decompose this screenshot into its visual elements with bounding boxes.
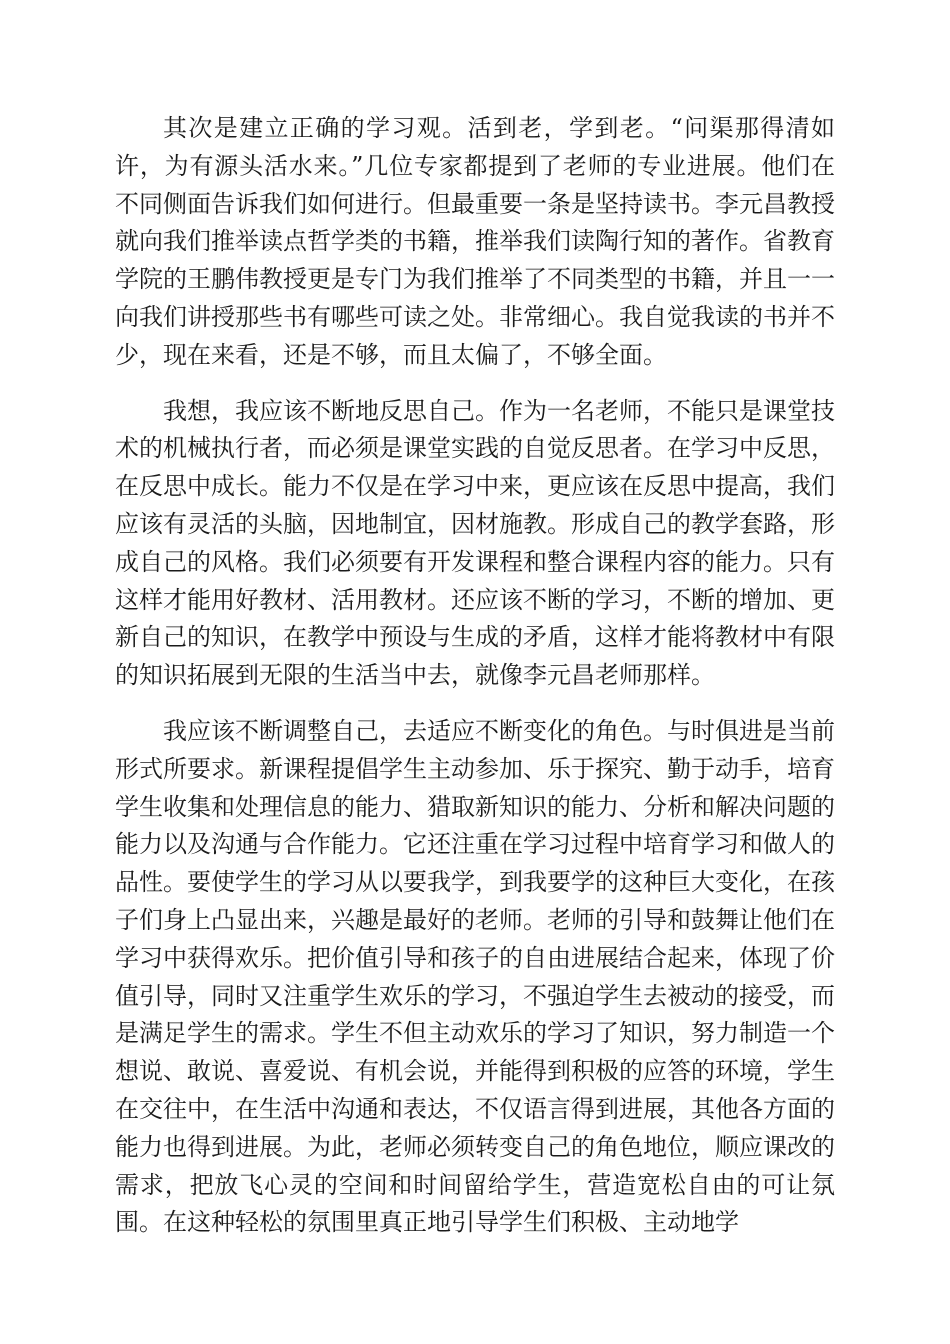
paragraph-self-reflection: 我想，我应该不断地反思自己。作为一名老师，不能只是课堂技术的机械执行者，而必须是课堂实践的自觉反思者。在学习中反思，在反思中成长。能力不仅是在学习中来，更应该在反思中提高，我们应该有灵活的头脑，因地制宜，因材施教。形成自己的教学套路，形成自己的风格。我们必须要有开发课程和整合课程内容的能力。只有这样才能用好教材、活用教材。还应该不断的学习，不断的增加、更新自己的知识，在教学中预设与生成的矛盾，这样才能将教材中有限的知识拓展到无限的生活当中去，就像李元昌老师那样。 — [115, 396, 835, 690]
paragraph-study-view: 其次是建立正确的学习观。活到老，学到老。“问渠那得清如许，为有源头活水来。”几位专家都提到了老师的专业进展。他们在不同侧面告诉我们如何进行。但最重要一条是坚持读书。李元昌教授就向我们推举读点哲学类的书籍，推举我们读陶行知的著作。省教育学院的王鹏伟教授更是专门为我们推举了不同类型的书籍，并且一一向我们讲授那些书有哪些可读之处。非常细心。我自觉我读的书并不少，现在来看，还是不够，而且太偏了，不够全面。 — [115, 114, 835, 369]
document-body — [115, 110, 835, 1260]
paragraph-role-adjustment: 我应该不断调整自己，去适应不断变化的角色。与时俱进是当前形式所要求。新课程提倡学生主动参加、乐于探究、勤于动手，培育学生收集和处理信息的能力、猎取新知识的能力、分析和解决问题的能力以及沟通与合作能力。它还注重在学习过程中培育学习和做人的品性。要使学生的学习从以要我学，到我要学的这种巨大变化，在孩子们身上凸显出来，兴趣是最好的老师。老师的引导和鼓舞让他们在学习中获得欢乐。把价值引导和孩子的自由进展结合起来，体现了价值引导，同时又注重学生欢乐的学习，不强迫学生去被动的接受，而是满足学生的需求。学生不但主动欢乐的学习了知识，努力制造一个想说、敢说、喜爱说、有机会说，并能得到积极的应答的环境，学生在交往中，在生活中沟通和表达，不仅语言得到进展，其他各方面的能力也得到进展。为此，老师必须转变自己的角色地位，顺应课改的需求，把放飞心灵的空间和时间留给学生，营造宽松自由的可让氛围。在这种轻松的氛围里真正地引导学生们积极、主动地学 — [115, 716, 835, 1237]
